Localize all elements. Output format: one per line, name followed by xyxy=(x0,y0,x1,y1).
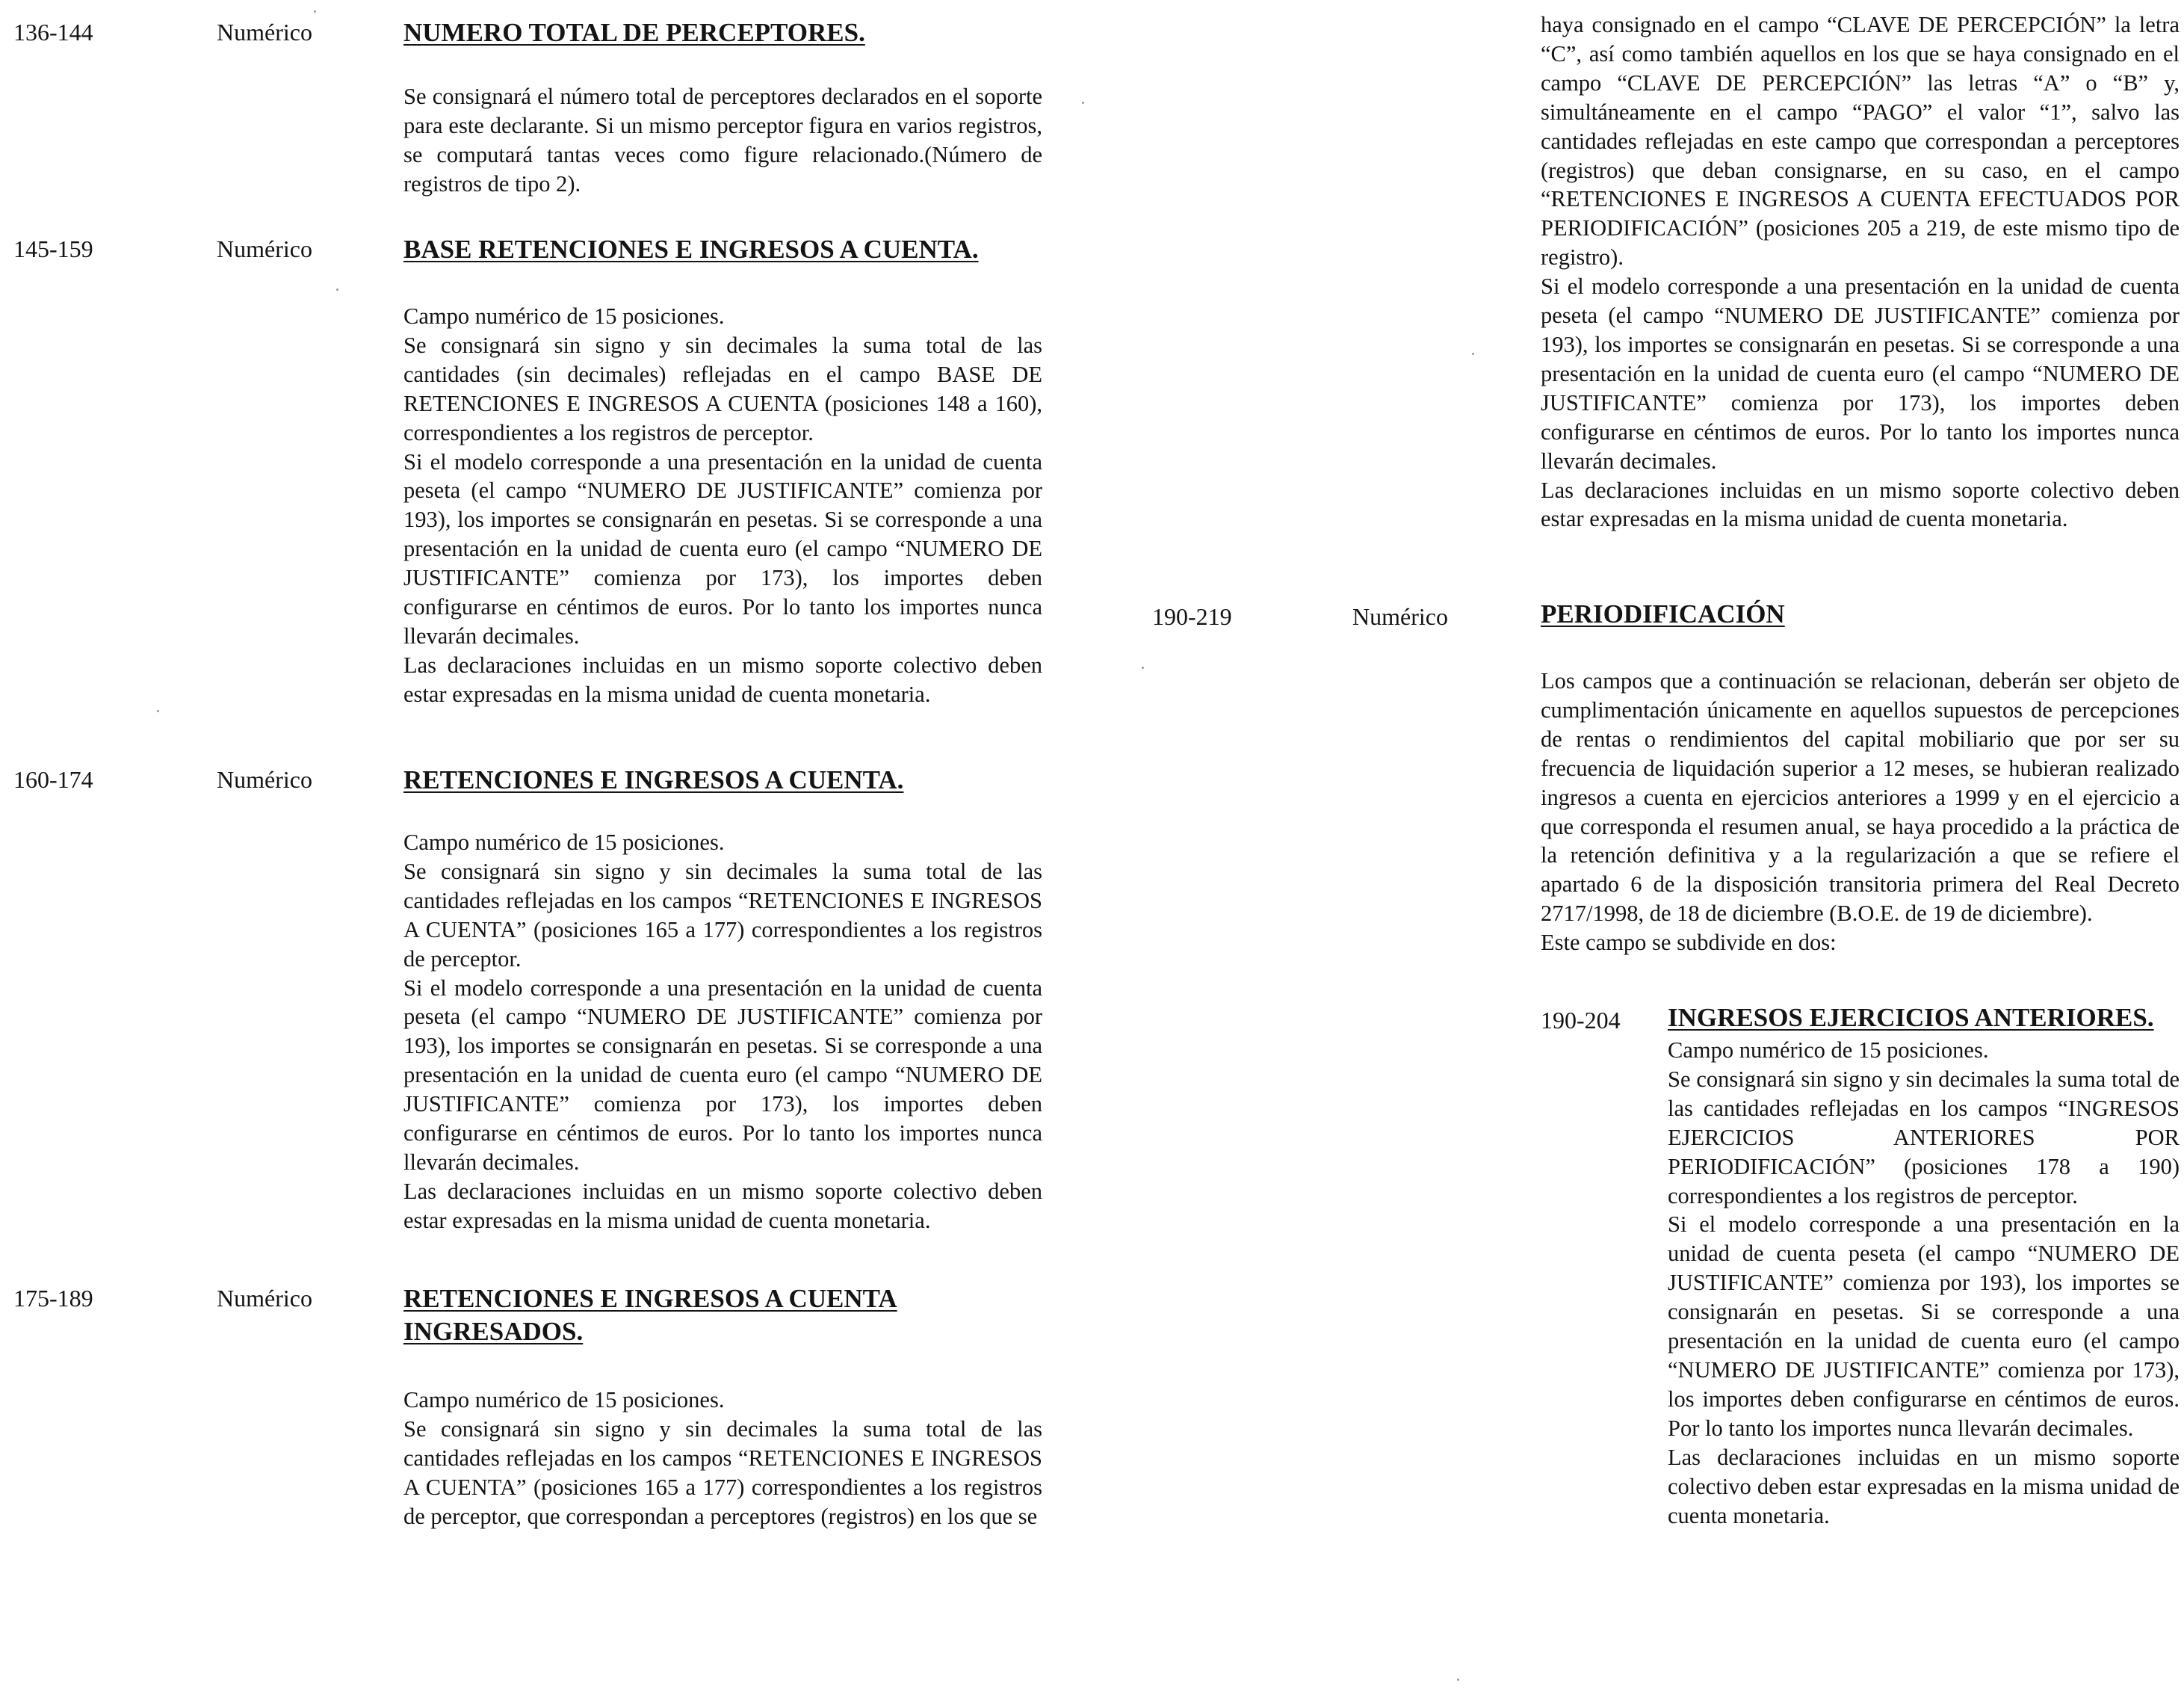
paragraph: Si el modelo corresponde a una presentación en la unidad de cuenta peseta (el campo “NUMERO DE JUSTIFICANTE” comienza por 193), los importes se consignarán en pesetas. Si se corresponde a una presentación en la unidad de cuenta euro (el campo “NUMERO DE JUSTIFICANTE” comienza por 173), los importes deben configurarse en céntimos de euros. Por lo tanto los importes nunca llevarán decimales. xyxy=(403,448,1042,649)
paragraph: Las declaraciones incluidas en un mismo soporte colectivo deben estar expresadas en la misma unidad de cuenta monetaria. xyxy=(403,1178,1042,1233)
paragraph: Si el modelo corresponde a una presentación en la unidad de cuenta peseta (el campo “NUMERO DE JUSTIFICANTE” comienza por 193), los importes se consignarán en pesetas. Si se corresponde a una presentación en la unidad de cuenta euro (el campo “NUMERO DE JUSTIFICANTE” comienza por 173), los importes deben configurarse en céntimos de euros. Por lo tanto los importes nunca llevarán decimales. xyxy=(1541,274,2180,474)
field-positions: 136-144 xyxy=(13,19,93,46)
paragraph: Las declaraciones incluidas en un mismo soporte colectivo deben estar expresadas en la misma unidad de cuenta monetaria. xyxy=(403,652,1042,707)
paragraph: Se consignará sin signo y sin decimales la suma total de las cantidades reflejadas en los campos “RETENCIONES E INGRESOS A CUENTA” (posiciones 165 a 177) correspondientes a los registros de perceptor. xyxy=(403,858,1042,972)
paragraph: Campo numérico de 15 posiciones. xyxy=(403,830,725,855)
field-title: PERIODIFICACIÓN xyxy=(1541,599,1785,629)
field-positions: 145-159 xyxy=(13,235,93,262)
paragraph: haya consignado en el campo “CLAVE DE PERCEPCIÓN” la letra “C”, así como también aquellos en los que se haya consignado en el campo “CLAVE DE PERCEPCIÓN” las letras “A” o “B” y, simultáneamente en el campo “PAGO” el valor “1”, salvo las cantidades reflejadas en este campo que correspondan a perceptores (registros) que deban consignarse, en su caso, en el campo “RETENCIONES E INGRESOS A CUENTA EFECTUADOS POR PERIODIFICACIÓN” (posiciones 205 a 219, de este mismo tipo de registro). xyxy=(1541,12,2180,271)
field-type: Numérico xyxy=(217,19,312,46)
scan-speck xyxy=(336,288,338,291)
continuation-text xyxy=(1541,10,2180,534)
paragraph: Se consignará sin signo y sin decimales la suma total de las cantidades (sin decimales) reflejadas en el campo BASE DE RETENCIONES E INGRESOS A CUENTA (posiciones 148 a 160), correspondientes a los registros de perceptor. xyxy=(403,332,1042,445)
paragraph: Las declaraciones incluidas en un mismo soporte colectivo deben estar expresadas en la misma unidad de cuenta monetaria. xyxy=(1541,477,2180,532)
field-type: Numérico xyxy=(217,766,312,793)
field-description xyxy=(403,82,1042,199)
paragraph: Si el modelo corresponde a una presentación en la unidad de cuenta peseta (el campo “NUMERO DE JUSTIFICANTE” comienza por 193), los importes se consignarán en pesetas. Si se corresponde a una presentación en la unidad de cuenta euro (el campo “NUMERO DE JUSTIFICANTE” comienza por 173), los importes deben configurarse en céntimos de euros. Por lo tanto los importes nunca llevarán decimales. xyxy=(403,975,1042,1175)
field-title: RETENCIONES E INGRESOS A CUENTA. xyxy=(403,765,904,794)
field-positions: 175-189 xyxy=(13,1285,93,1312)
scan-speck xyxy=(1142,667,1144,669)
field-description xyxy=(1541,667,2180,957)
subfield-positions: 190-204 xyxy=(1541,1007,1621,1034)
paragraph: Si el modelo corresponde a una presentación en la unidad de cuenta peseta (el campo “NUMERO DE JUSTIFICANTE” comienza por 193), los importes se consignarán en pesetas. Si se corresponde a una presentación en la unidad de cuenta euro (el campo “NUMERO DE JUSTIFICANTE” comienza por 173), los importes deben configurarse en céntimos de euros. Por lo tanto los importes nunca llevarán decimales. xyxy=(1668,1211,2180,1441)
paragraph: Campo numérico de 15 posiciones. xyxy=(403,1387,725,1412)
field-description xyxy=(403,302,1042,709)
subfield-title: INGRESOS EJERCICIOS ANTERIORES. xyxy=(1668,1003,2154,1032)
left-page xyxy=(0,0,1083,1692)
paragraph: Campo numérico de 15 posiciones. xyxy=(1668,1037,1989,1063)
subfield-description xyxy=(1668,1036,2180,1530)
field-description xyxy=(403,828,1042,1235)
scan-speck xyxy=(1082,102,1084,104)
field-type: Numérico xyxy=(217,235,312,262)
field-type: Numérico xyxy=(217,1285,312,1312)
paragraph: Se consignará sin signo y sin decimales la suma total de las cantidades reflejadas en los campos “RETENCIONES E INGRESOS A CUENTA” (posiciones 165 a 177) correspondientes a los registros de perceptor, que correspondan a perceptores (registros) en los que se xyxy=(403,1415,1042,1529)
paragraph: Se consignará el número total de perceptores declarados en el soporte para este declarante. Si un mismo perceptor figura en varios registros, se computará tantas veces como figure relacionado.(Número de registros de tipo 2). xyxy=(403,84,1042,197)
paragraph: Campo numérico de 15 posiciones. xyxy=(403,303,725,329)
paragraph: Este campo se subdivide en dos: xyxy=(1541,930,1837,956)
field-title: RETENCIONES E INGRESOS A CUENTA INGRESADOS. xyxy=(403,1284,897,1346)
field-title: BASE RETENCIONES E INGRESOS A CUENTA. xyxy=(403,235,979,264)
scan-speck xyxy=(1472,353,1474,355)
paragraph: Los campos que a continuación se relacionan, deberán ser objeto de cumplimentación únicamente en aquellos supuestos de percepciones de rentas o rendimientos del capital mobiliario que por ser su frecuencia de liquidación superior a 12 meses, se hubieran realizado ingresos a cuenta en ejercicios anteriores a 1999 y en el ejercicio a que corresponda el resumen anual, se haya procedido a la práctica de la retención definitiva y a la regularización a que se refiere el apartado 6 de la disposición transitoria primera del Real Decreto 2717/1998, de 18 de diciembre (B.O.E. de 19 de diciembre). xyxy=(1541,668,2180,927)
field-positions: 190-219 xyxy=(1152,603,1232,630)
scan-speck xyxy=(1457,1679,1459,1681)
scan-speck xyxy=(314,10,316,13)
field-type: Numérico xyxy=(1352,603,1448,630)
field-description xyxy=(403,1386,1042,1531)
field-title: NUMERO TOTAL DE PERCEPTORES. xyxy=(403,18,865,47)
field-positions: 160-174 xyxy=(13,766,93,793)
paragraph: Las declaraciones incluidas en un mismo soporte colectivo deben estar expresadas en la misma unidad de cuenta monetaria. xyxy=(1668,1444,2180,1528)
right-page xyxy=(1083,0,2184,1692)
scan-speck xyxy=(157,710,159,712)
paragraph: Se consignará sin signo y sin decimales la suma total de las cantidades reflejadas en los campos “INGRESOS EJERCICIOS ANTERIORES POR PERIODIFICACIÓN” (posiciones 178 a 190) correspondientes a los registros de perceptor. xyxy=(1668,1066,2180,1208)
